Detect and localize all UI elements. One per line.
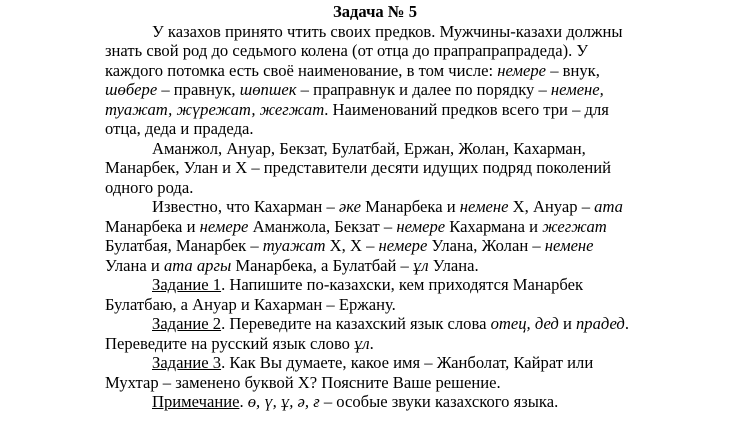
p3-line-3: Булатбая, Манарбек – туажат Х, Х – немере Улана, Жолан – немене <box>105 236 594 255</box>
task3-line-1: Задание 3. Как Вы думаете, какое имя – Жанболат, Кайрат или <box>152 353 594 372</box>
p2-line-2: Манарбек, Улан и Х – представители десяти идущих подряд поколений <box>105 158 612 177</box>
p1-line-3: каждого потомка есть своё наименование, в том числе: немере – внук, <box>105 61 600 80</box>
note-label: Примечание <box>152 392 240 411</box>
p1-line-6: отца, деда и прадеда. <box>105 119 254 138</box>
task2-line-1: Задание 2. Переведите на казахский язык слова отец, дед и прадед. <box>152 314 629 333</box>
p2-line-3: одного рода. <box>105 178 194 197</box>
p3-line-4: Улана и ата аргы Манарбека, а Булатбай – ұл Улана. <box>105 256 479 275</box>
task1-label: Задание 1 <box>152 275 222 294</box>
task3-line-2: Мухтар – заменено буквой Х? Поясните Ваше решение. <box>105 373 501 392</box>
task2-line-2: Переведите на русский язык слово ұл. <box>105 334 374 353</box>
task-title: Задача № 5 <box>332 2 417 21</box>
p2-line-1: Аманжол, Ануар, Бекзат, Булатбай, Ержан, Жолан, Кахарман, <box>152 139 586 158</box>
note-line: Примечание. ө, ү, ұ, ә, ғ – особые звуки казахского языка. <box>152 392 559 411</box>
task1-line-2: Булатбаю, а Ануар и Кахарман – Ержану. <box>105 295 396 314</box>
p3-line-2: Манарбека и немере Аманжола, Бекзат – немере Кахармана и жегжат <box>105 217 607 236</box>
task2-label: Задание 2 <box>152 314 222 333</box>
task3-label: Задание 3 <box>152 353 222 372</box>
p3-line-1: Известно, что Кахарман – әке Манарбека и немене Х, Ануар – ата <box>152 197 623 216</box>
p1-line-4: шөбере – правнук, шөпшек – праправнук и далее по порядку – немене, <box>105 80 604 99</box>
p1-line-2: знать свой род до седьмого колена (от отца до прапрапрапрадеда). У <box>105 41 589 60</box>
task1-line-1: Задание 1. Напишите по-казахски, кем приходятся Манарбек <box>152 275 584 294</box>
p1-line-5: туажат, жүрежат, жегжат. Наименований предков всего три – для <box>105 100 609 119</box>
p1-line-1: У казахов принято чтить своих предков. Мужчины-казахи должны <box>152 22 623 41</box>
